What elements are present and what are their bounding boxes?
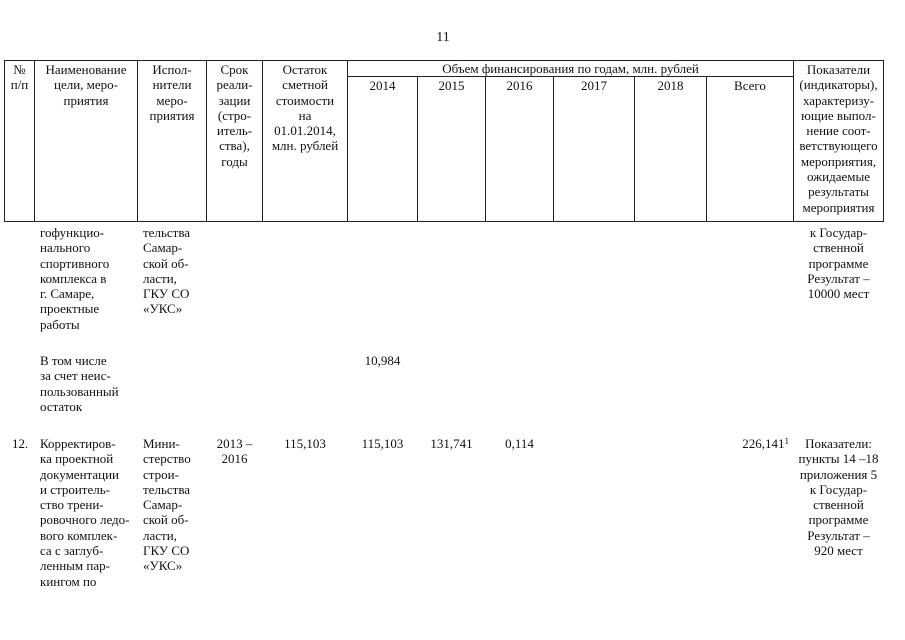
row-12-total xyxy=(707,436,789,451)
row-12-total-footnote: 1 xyxy=(784,436,789,446)
header-year-2016: 2016 xyxy=(506,78,533,93)
header-remaining-cost: Остаток сметной стоимости на 01.01.2014, млн. рублей xyxy=(271,62,339,154)
row-12-executors: Мини- стерство строи- тельства Самар- ской об- ласти, ГКУ СО «УКС» xyxy=(143,436,191,574)
header-year-2018: 2018 xyxy=(657,78,684,93)
header-year-2014: 2014 xyxy=(369,78,396,93)
row-cont-name: гофункцио- нального спортивного комплекса в г. Самаре, проектные работы xyxy=(40,225,110,332)
row-12-number: 12. xyxy=(12,436,29,451)
header-year-2015: 2015 xyxy=(438,78,465,93)
row-12-indicators: Показатели: пункты 14 –18 приложения 5 к Государ- ственной программе Результат – 920 мест xyxy=(798,436,879,559)
header-number: № п/п xyxy=(10,62,29,93)
header-indicators: Показатели (индикаторы), характеризу- ющие выпол- нение соот- ветствующего мероприятия, ожидаемые результаты мероприятия xyxy=(799,62,878,215)
row-12-2015: 131,741 xyxy=(430,436,473,451)
page-number: 11 xyxy=(436,30,450,45)
row-cont-executors: тельства Самар- ской об- ласти, ГКУ СО «УКС» xyxy=(143,225,191,317)
header-year-2017: 2017 xyxy=(581,78,607,93)
header-name: Наименование цели, меро- приятия xyxy=(45,62,127,108)
row-12-name: Корректиров- ка проектной документации и строитель- ство трени- ровочного ледо- вого комплек- са с заглуб- ленным пар- кингом по xyxy=(40,436,130,589)
header-term: Срок реали- зации (стро- итель- ства), годы xyxy=(216,62,253,169)
row-12-term: 2013 – 2016 xyxy=(216,436,253,467)
header-executors: Испол- нители меро- приятия xyxy=(149,62,195,123)
header-total: Всего xyxy=(734,78,766,93)
row-sub-2014: 10,984 xyxy=(364,353,401,368)
row-12-remaining-cost: 115,103 xyxy=(284,436,326,451)
row-sub-name: В том числе за счет неис- пользованный остаток xyxy=(40,353,119,414)
row-12-2014: 115,103 xyxy=(361,436,404,451)
row-12-total-value: 226,141 xyxy=(742,436,785,451)
row-12-2016: 0,114 xyxy=(505,436,534,451)
row-cont-indicators: к Государ- ственной программе Результат – 10000 мест xyxy=(807,225,870,302)
header-financing-group: Объем финансирования по годам, млн. рублей xyxy=(442,61,699,76)
